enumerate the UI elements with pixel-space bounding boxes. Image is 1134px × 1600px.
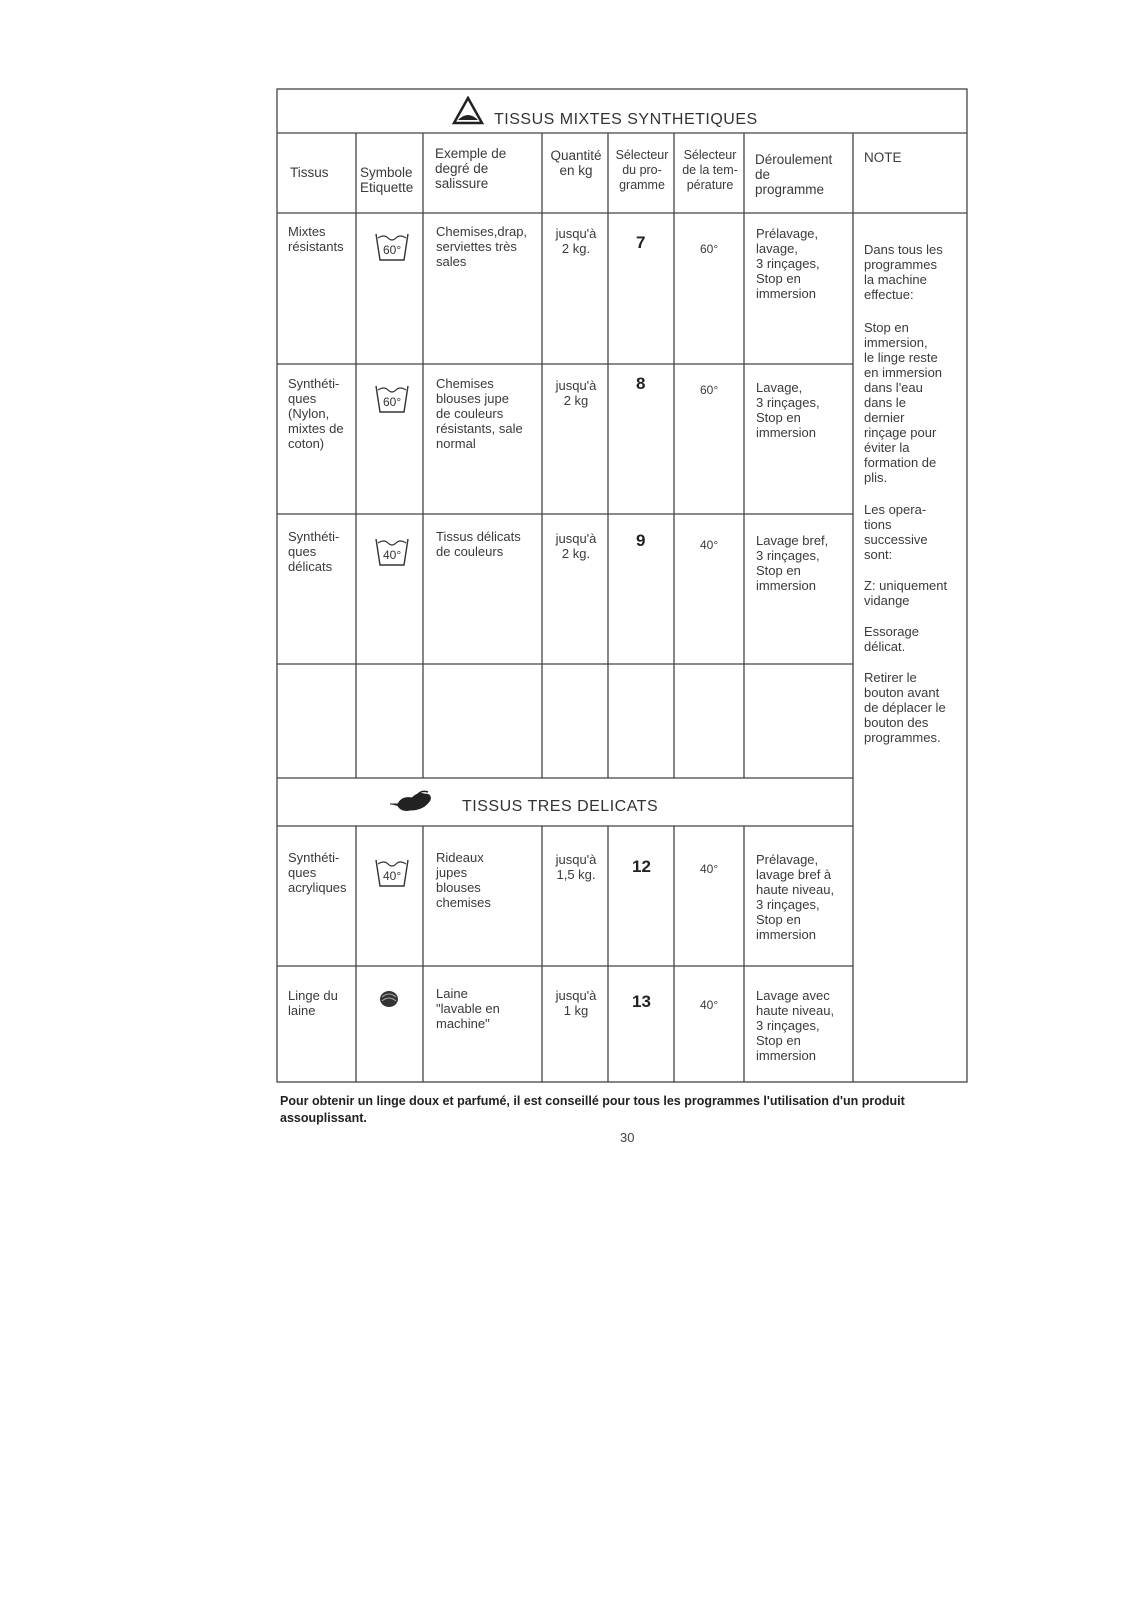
header-tissus: Tissus: [290, 165, 329, 180]
row1-symbol-temp: 60°: [383, 243, 402, 257]
row5-deroulement: Lavage avec haute niveau, 3 rinçages, Stop en immersion: [756, 988, 835, 1063]
row5-quantite: jusqu'à 1 kg: [555, 988, 597, 1018]
row5-tissu: Linge du laine: [288, 988, 338, 1018]
footnote: Pour obtenir un linge doux et parfumé, il est conseillé pour tous les programmes l'utilisation d'un produit assouplissant.: [280, 1094, 905, 1125]
row3-quantite: jusqu'à 2 kg.: [555, 531, 597, 561]
row3-programme: 9: [636, 531, 646, 550]
header-note: NOTE: [864, 150, 902, 165]
note-paragraph: Essorage délicat.: [864, 624, 919, 654]
row4-exemple: Rideaux jupes blouses chemises: [436, 850, 491, 910]
section-title-delicats: TISSUS TRES DELICATS: [462, 798, 659, 815]
row2-exemple: Chemises blouses jupe de couleurs résistants, sale normal: [436, 376, 523, 451]
hand-wash-icon: [388, 790, 434, 816]
note-paragraph: Dans tous les programmes la machine effectue:: [864, 242, 943, 302]
row2-temperature: 60°: [700, 383, 719, 397]
wool-ball-icon: [378, 988, 400, 1008]
header-quantite: Quantité en kg: [550, 148, 602, 178]
row1-quantite: jusqu'à 2 kg.: [555, 226, 597, 256]
note-paragraph: Stop en immersion, le linge reste en immersion dans l'eau dans le dernier rinçage pour éviter la formation de plis.: [864, 320, 943, 485]
row2-symbol-temp: 60°: [383, 395, 402, 409]
header-selecteur-temperature: Sélecteur de la tem- pérature: [682, 148, 738, 192]
row2-programme: 8: [636, 374, 646, 393]
row1-exemple: Chemises,drap, serviettes très sales: [436, 224, 528, 269]
triangle-bleach-icon: [452, 96, 484, 126]
row1-deroulement: Prélavage, lavage, 3 rinçages, Stop en immersion: [756, 226, 820, 301]
row5-temperature: 40°: [700, 998, 719, 1012]
row4-temperature: 40°: [700, 862, 719, 876]
header-selecteur-programme: Sélecteur du pro- gramme: [615, 148, 669, 192]
row3-temperature: 40°: [700, 538, 719, 552]
row3-tissu: Synthéti- ques délicats: [288, 529, 340, 574]
row4-programme: 12: [632, 857, 651, 876]
row5-exemple: Laine "lavable en machine": [436, 986, 500, 1031]
note-paragraph: Les opera- tions successive sont:: [864, 502, 928, 562]
row4-deroulement: Prélavage, lavage bref à haute niveau, 3 rinçages, Stop en immersion: [756, 852, 835, 942]
row3-deroulement: Lavage bref, 3 rinçages, Stop en immersion: [756, 533, 829, 593]
row1-temperature: 60°: [700, 242, 719, 256]
header-exemple: Exemple de degré de salissure: [435, 146, 507, 191]
row2-quantite: jusqu'à 2 kg: [555, 378, 597, 408]
header-symbole: Symbole Etiquette: [360, 165, 414, 195]
row5-programme: 13: [632, 992, 651, 1011]
row3-exemple: Tissus délicats de couleurs: [436, 529, 521, 559]
wash-tub-icon: [374, 535, 410, 574]
wash-tub-icon: [374, 382, 410, 421]
section-title-mixtes: TISSUS MIXTES SYNTHETIQUES: [494, 111, 758, 128]
row1-programme: 7: [636, 233, 646, 252]
row1-tissu: Mixtes résistants: [288, 224, 344, 254]
row2-tissu: Synthéti- ques (Nylon, mixtes de coton): [288, 376, 344, 451]
row4-quantite: jusqu'à 1,5 kg.: [555, 852, 597, 882]
note-paragraph: Retirer le bouton avant de déplacer le bouton des programmes.: [864, 670, 946, 745]
row3-symbol-temp: 40°: [383, 548, 402, 562]
row4-symbol-temp: 40°: [383, 869, 402, 883]
wash-tub-icon: [374, 856, 410, 895]
page-number: 30: [620, 1130, 635, 1145]
note-paragraph: Z: uniquement vidange: [864, 578, 948, 608]
row2-deroulement: Lavage, 3 rinçages, Stop en immersion: [756, 380, 820, 440]
wash-tub-icon: [374, 230, 410, 269]
row4-tissu: Synthéti- ques acryliques: [288, 850, 347, 895]
header-deroulement: Déroulement de programme: [755, 152, 833, 197]
